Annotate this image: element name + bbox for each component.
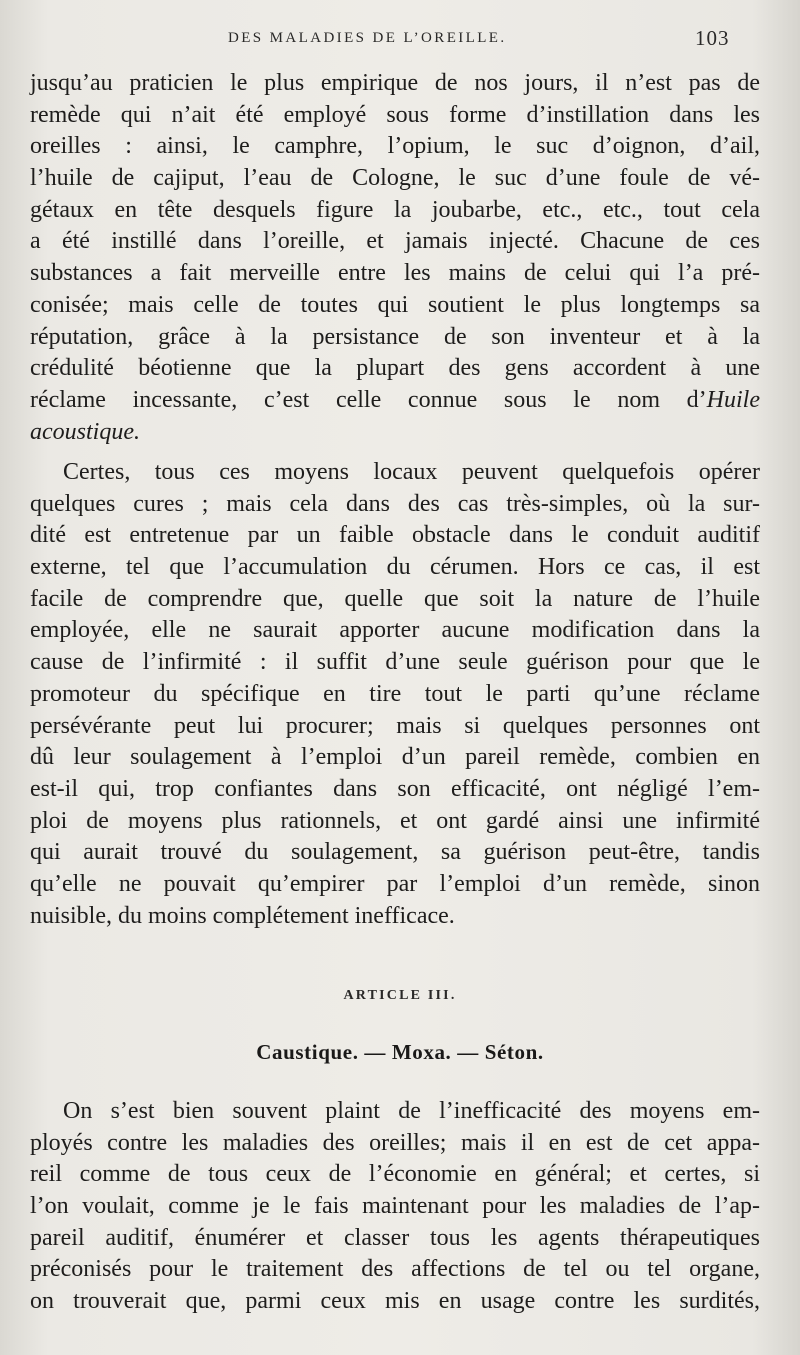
text-line: crédulité béotienne que la plupart des gens accordent à une: [30, 355, 760, 382]
article-title: Caustique. — Moxa. — Séton.: [256, 1040, 544, 1064]
text-line: est-il qui, trop confiantes dans son efficacité, ont négligé l’em-: [30, 775, 760, 802]
text-line: employée, elle ne saurait apporter aucune modification dans la: [30, 617, 760, 644]
paragraph-3: [30, 1096, 760, 1318]
text-line: quelques cures ; mais cela dans des cas très-simples, où la sur-: [30, 490, 760, 517]
text-line: substances a fait merveille entre les mains de celui qui l’a pré-: [30, 260, 760, 287]
text-line: qu’elle ne pouvait qu’empirer par l’emploi d’un remède, sinon: [30, 870, 760, 897]
italic-term-end: acoustique.: [30, 418, 140, 445]
running-head: [0, 26, 800, 56]
text-line: remède qui n’ait été employé sous forme d’instillation dans les: [30, 101, 760, 128]
text-line: préconisés pour le traitement des affections de tel ou tel organe,: [30, 1256, 760, 1283]
text-line: cause de l’infirmité : il suffit d’une seule guérison pour que le: [30, 649, 760, 676]
text-line-with-italic: [30, 385, 760, 417]
article-label: ARTICLE III.: [343, 988, 457, 1003]
text-line: facile de comprendre que, quelle que soit la nature de l’huile: [30, 585, 760, 612]
text-line: dû leur soulagement à l’emploi d’un pareil remède, combien en: [30, 744, 760, 771]
text-line: conisée; mais celle de toutes qui soutient le plus longtemps sa: [30, 291, 760, 318]
text-line-last: nuisible, du moins complétement inefficace.: [30, 902, 455, 929]
text-line: dité est entretenue par un faible obstacle dans le conduit auditif: [30, 522, 760, 549]
text-line: l’on voulait, comme je le fais maintenant pour les maladies de l’ap-: [30, 1193, 760, 1220]
running-title: DES MALADIES DE L’OREILLE.: [228, 30, 507, 46]
text-line: On s’est bien souvent plaint de l’inefficacité des moyens em-: [63, 1098, 760, 1124]
text-line: promoteur du spécifique en tire tout le parti qu’une réclame: [30, 680, 760, 707]
italic-term: Huile: [706, 386, 760, 413]
text-line: a été instillé dans l’oreille, et jamais injecté. Chacune de ces: [30, 228, 760, 255]
paragraph-1: [30, 68, 760, 448]
text-line: jusqu’au praticien le plus empirique de nos jours, il n’est pas de: [30, 70, 760, 96]
text-line: ployés contre les maladies des oreilles; mais il en est de cet appa-: [30, 1129, 760, 1156]
text-line: oreilles : ainsi, le camphre, l’opium, le suc d’oignon, d’ail,: [30, 133, 760, 160]
text-line-start: réclame incessante, c’est celle connue sous le nom d’: [30, 386, 707, 413]
text-line: on trouverait que, parmi ceux mis en usage contre les surdités,: [30, 1288, 760, 1315]
text-line: qui aurait trouvé du soulagement, sa guérison peut-être, tandis: [30, 839, 760, 866]
text-line-last: [30, 417, 760, 449]
page-number: 103: [695, 26, 730, 50]
text-line: reil comme de tous ceux de l’économie en général; et certes, si: [30, 1161, 760, 1188]
text-line: persévérante peut lui procurer; mais si quelques personnes ont: [30, 712, 760, 739]
text-line: externe, tel que l’accumulation du cérumen. Hors ce cas, il est: [30, 554, 760, 581]
text-line: l’huile de cajiput, l’eau de Cologne, le suc d’une foule de vé-: [30, 165, 760, 192]
text-line: gétaux en tête desquels figure la joubarbe, etc., etc., tout cela: [30, 196, 760, 223]
text-line: pareil auditif, énumérer et classer tous les agents thérapeutiques: [30, 1224, 760, 1251]
text-line: ploi de moyens plus rationnels, et ont gardé ainsi une infirmité: [30, 807, 760, 834]
text-line: réputation, grâce à la persistance de son inventeur et à la: [30, 323, 760, 350]
text-line: Certes, tous ces moyens locaux peuvent quelquefois opérer: [63, 459, 760, 485]
paragraph-2: [30, 457, 760, 932]
